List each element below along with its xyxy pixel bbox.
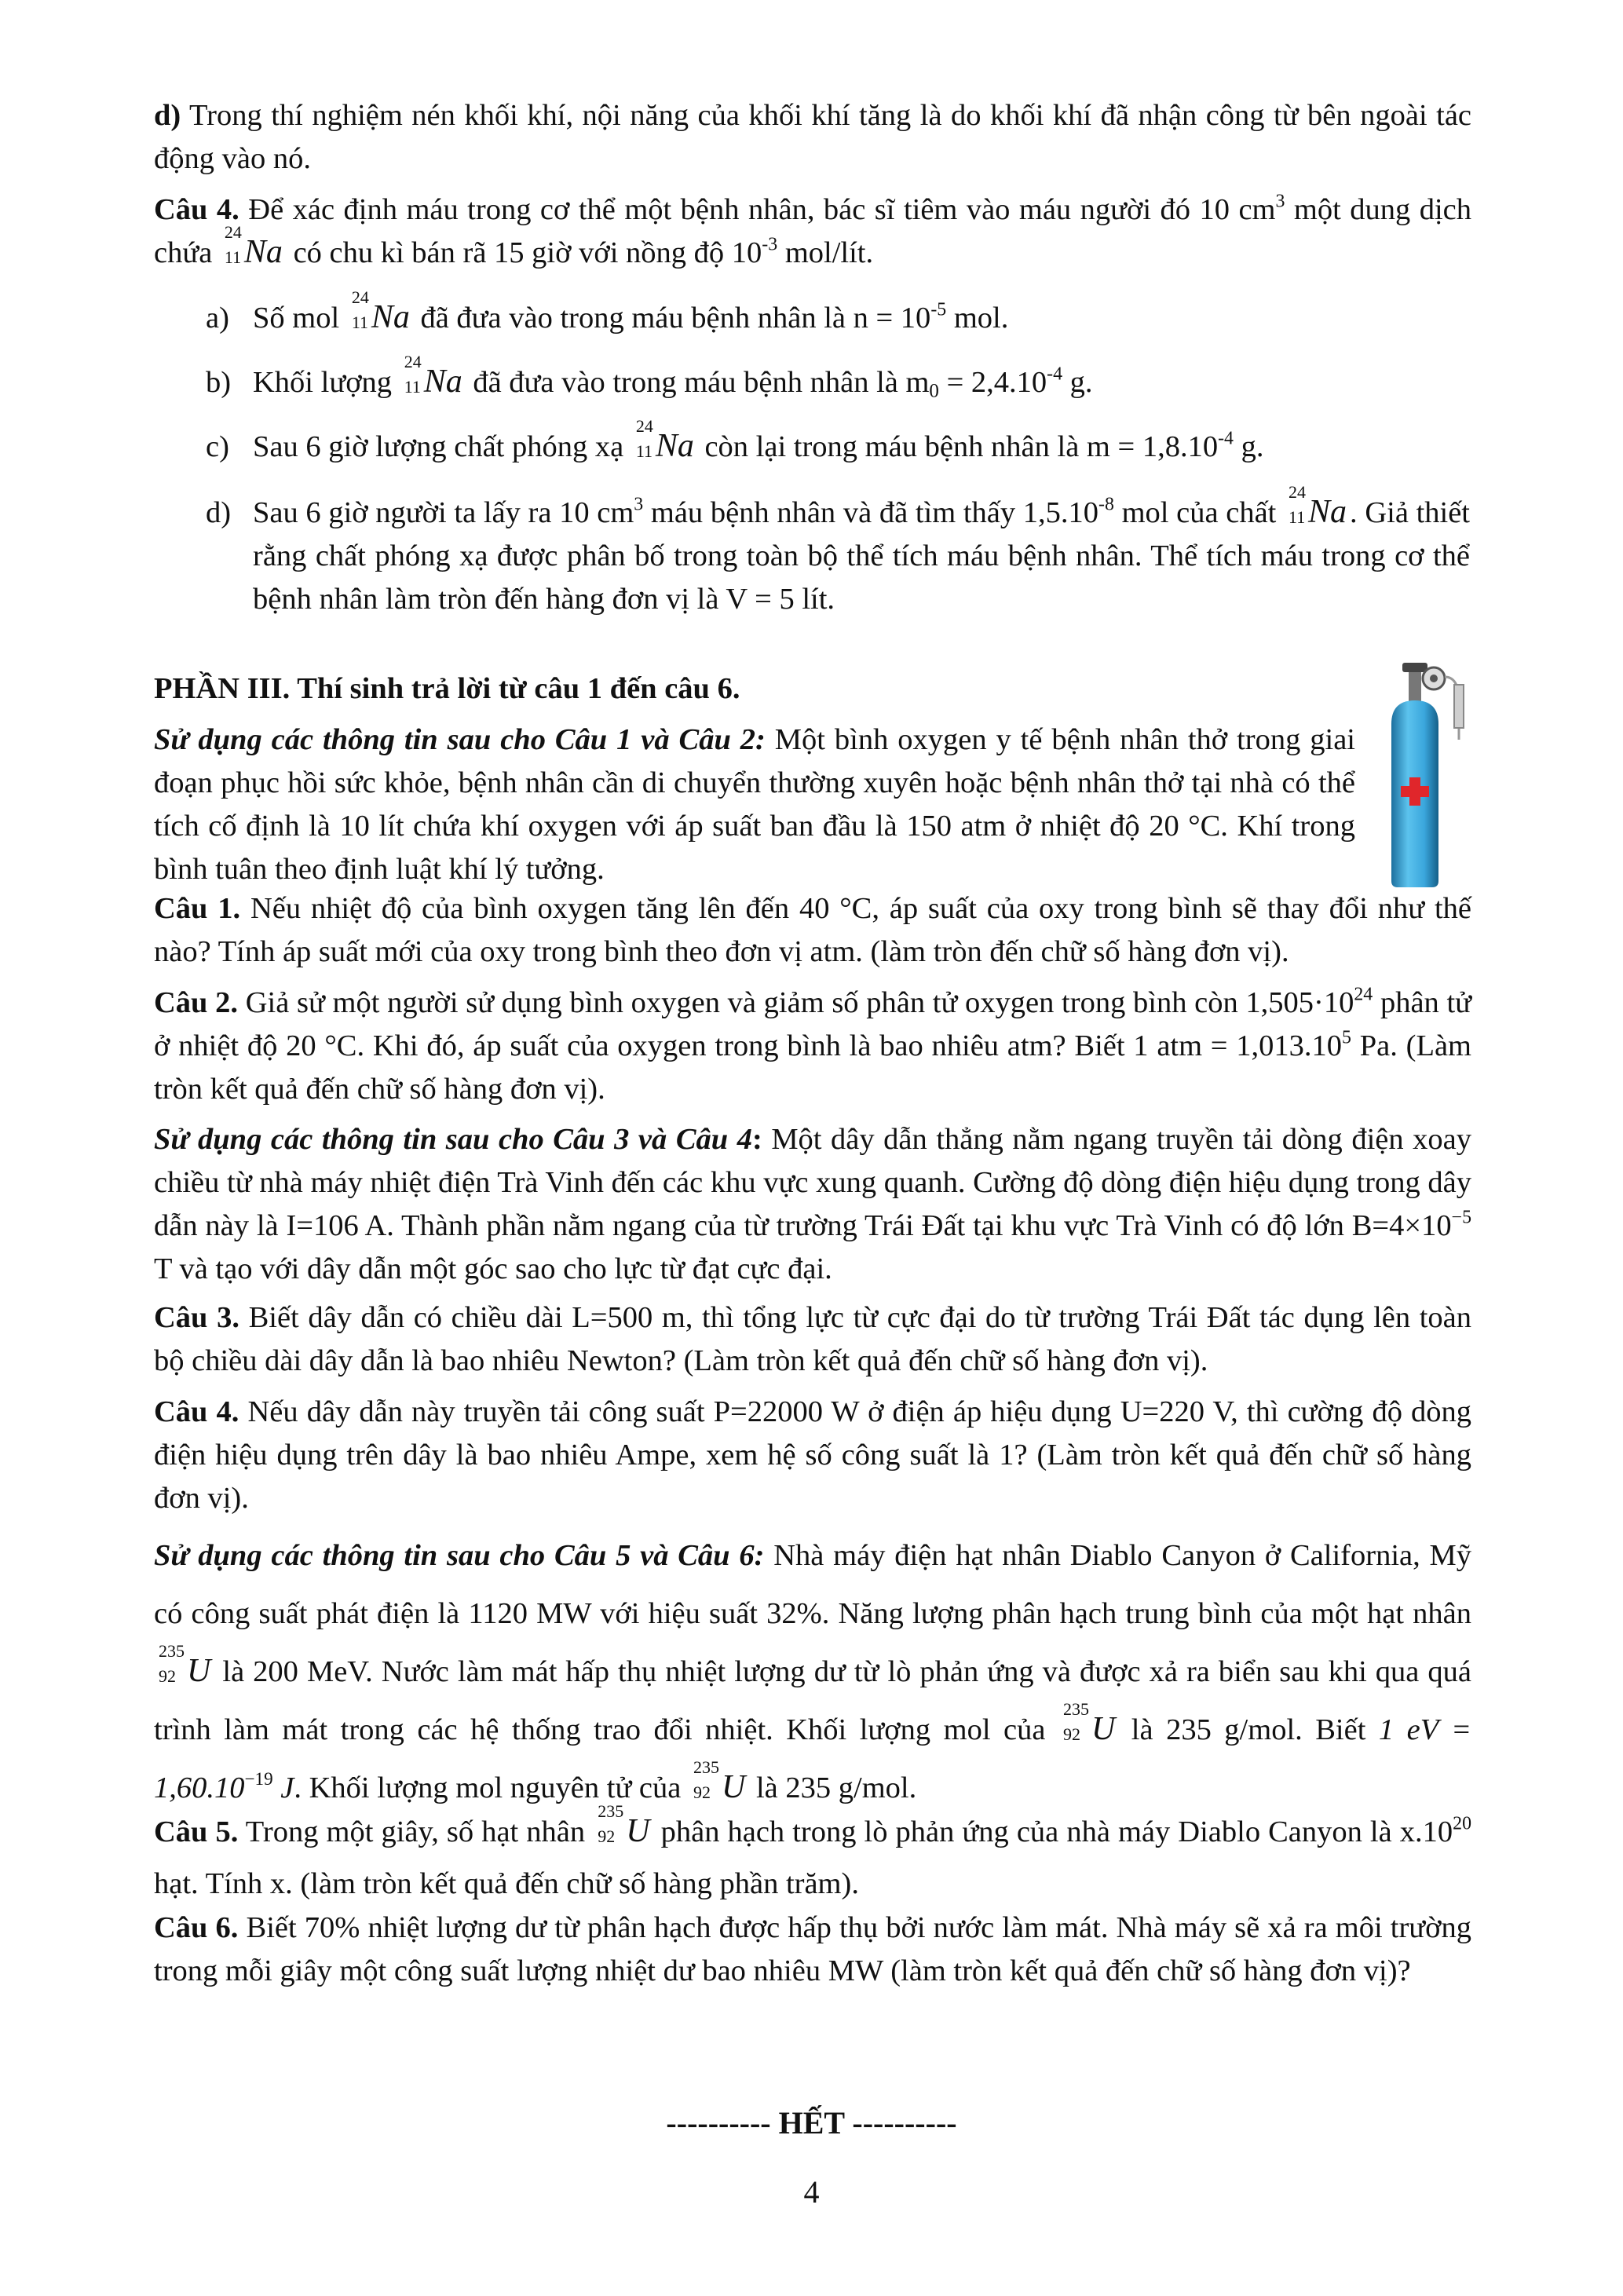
- part3-q2-sup-2: 5: [1342, 1027, 1351, 1048]
- option-label: a): [206, 302, 229, 335]
- isotope-atomic: 11: [404, 377, 421, 397]
- part3-q2-label: Câu 2.: [154, 986, 239, 1019]
- info-q3-q4-text-1: Một dây dẫn thẳng nằm ngang truyền tải dòng điện xoay chiều từ nhà máy nhiệt điện Trà Vinh đến các khu vực xung quanh. Cường độ dòng điện hiệu dụng trong dây dẫn này là I=106 A. Thành phần nằm ngang của từ trường Trái Đất tại khu vực Trà Vinh có độ lớn B=4×10: [154, 1123, 1471, 1242]
- option-a-tail: mol.: [953, 302, 1009, 335]
- q4-option-c: [206, 416, 1264, 469]
- end-marker: ---------- HẾT ----------: [666, 2105, 957, 2141]
- info-q1-q2-label: Sử dụng các thông tin sau cho Câu 1 và Câu 2:: [154, 723, 766, 756]
- q4-stem: [154, 188, 1471, 275]
- isotope-na24: [224, 222, 283, 270]
- info-q5-q6-text-3: là 235 g/mol. Biết: [1131, 1713, 1366, 1746]
- option-b-tail2: g.: [1069, 366, 1093, 399]
- part3-q1: [154, 887, 1471, 974]
- isotope-mass: 235: [693, 1757, 719, 1777]
- isotope-mass: 235: [598, 1801, 624, 1821]
- info-q5-q6-text-5: là 235 g/mol.: [755, 1771, 917, 1804]
- formula-sup: −19: [244, 1768, 273, 1789]
- isotope-symbol: U: [1091, 1711, 1116, 1747]
- part3-q5-sup: 20: [1453, 1813, 1472, 1834]
- isotope-atomic: 11: [1289, 507, 1306, 527]
- option-d-sup2: -8: [1098, 494, 1114, 515]
- part3-q4-text: Nếu dây dẫn này truyền tải công suất P=22000 W ở điện áp hiệu dụng U=220 V, thì cường độ dòng điện hiệu dụng trên dây là bao nhiêu Ampe, xem hệ số công suất là 1? (Làm tròn kết quả đến chữ số hàng đơn vị).: [154, 1395, 1472, 1515]
- info-q3-q4-label: Sử dụng các thông tin sau cho Câu 3 và Câu 4: [154, 1123, 752, 1156]
- isotope-na24: [351, 287, 410, 335]
- isotope-mass: 24: [351, 287, 369, 307]
- isotope-symbol: U: [722, 1769, 746, 1805]
- isotope-mass: 24: [404, 352, 422, 371]
- q4-sup-3: -3: [762, 234, 778, 255]
- isotope-atomic: 11: [351, 313, 368, 332]
- q4-text-3: có chu kì bán rã 15 giờ với nồng độ 10: [293, 236, 762, 269]
- isotope-atomic: 92: [598, 1826, 616, 1846]
- info-q5-q6: [154, 1526, 1471, 1817]
- option-b-sub: 0: [929, 380, 939, 402]
- isotope-symbol: Na: [423, 364, 462, 400]
- isotope-symbol: Na: [1308, 494, 1347, 530]
- option-d-tail: . Giả thiết rằng chất phóng xạ được phân bố trong toàn bộ thể tích máu bệnh nhân. Thể tích máu trong cơ thể bệnh nhân làm tròn đến hàng đơn vị là V = 5 lít.: [253, 496, 1471, 616]
- part3-q2-sup-1: 24: [1354, 984, 1373, 1005]
- info-q5-q6-text-2: là 200 MeV. Nước làm mát hấp thụ nhiệt lượng dư từ lò phản ứng và được xả ra biển sau khi qua quá trình làm mát trong các hệ thống trao đổi nhiệt. Khối lượng mol của: [154, 1655, 1471, 1746]
- part3-heading-text: PHẦN III. Thí sinh trả lời từ câu 1 đến câu 6.: [154, 672, 740, 705]
- isotope-symbol: Na: [655, 428, 694, 464]
- part3-q5-text-3: hạt. Tính x. (làm tròn kết quả đến chữ số hàng phần trăm).: [154, 1867, 859, 1900]
- formula-text: 1 eV = 1,60.10: [154, 1713, 1472, 1804]
- formula-unit: J: [280, 1771, 294, 1804]
- q4-text-2: một dung dịch chứa: [154, 193, 1472, 269]
- part3-q3: [154, 1296, 1471, 1383]
- part3-q2-text-1: Giả sử một người sử dụng bình oxygen và giảm số phân tử oxygen trong bình còn 1,505·10: [245, 986, 1354, 1019]
- part3-q5-text-1: Trong một giây, số hạt nhân: [245, 1815, 586, 1848]
- isotope-mass: 24: [224, 222, 242, 242]
- part3-q2-text-3: Pa. (Làm tròn kết quả đến chữ số hàng đơn vị).: [154, 1029, 1471, 1106]
- part3-q3-text: Biết dây dẫn có chiều dài L=500 m, thì tổng lực từ cực đại do từ trường Trái Đất tác dụng lên toàn bộ chiều dài dây dẫn là bao nhiêu Newton? (Làm tròn kết quả đến chữ số hàng đơn vị).: [154, 1301, 1472, 1377]
- option-label: c): [206, 430, 229, 463]
- q4-sup-1: 3: [1275, 191, 1285, 212]
- isotope-symbol: U: [187, 1653, 211, 1689]
- q3-d-label: d): [154, 99, 181, 132]
- option-b-sup: -4: [1047, 364, 1063, 385]
- option-d-mid: máu bệnh nhân và đã tìm thấy 1,5.10: [650, 496, 1099, 529]
- part3-q6: [154, 1907, 1471, 1993]
- option-d-body: [253, 482, 1471, 621]
- info-q1-q2: [154, 718, 1355, 891]
- isotope-na24: [1289, 482, 1347, 530]
- option-a-pre: Số mol: [253, 302, 340, 335]
- option-c-sup: -4: [1218, 428, 1234, 449]
- info-q3-q4-colon: :: [751, 1123, 762, 1156]
- isotope-atomic: 92: [693, 1782, 711, 1802]
- part3-q1-label: Câu 1.: [154, 892, 241, 925]
- part3-q4-label: Câu 4.: [154, 1395, 239, 1428]
- isotope-u235: [598, 1801, 650, 1849]
- isotope-mass: 235: [1062, 1699, 1089, 1719]
- isotope-mass: 24: [635, 416, 653, 436]
- option-d-pre: Sau 6 giờ người ta lấy ra 10 cm: [253, 496, 634, 529]
- info-q5-q6-text-4: . Khối lượng mol nguyên tử của: [294, 1771, 682, 1804]
- q4-text-4: mol/lít.: [784, 236, 874, 269]
- q4-option-d: [206, 482, 1471, 621]
- isotope-na24: [404, 352, 462, 400]
- q3-d-text: Trong thí nghiệm nén khối khí, nội năng của khối khí tăng là do khối khí đã nhận công từ bên ngoài tác động vào nó.: [154, 99, 1471, 175]
- info-q5-q6-label: Sử dụng các thông tin sau cho Câu 5 và Câu 6:: [154, 1539, 765, 1572]
- option-label: b): [206, 366, 232, 399]
- part3-heading: [154, 667, 1355, 711]
- option-d-sup1: 3: [634, 494, 644, 515]
- isotope-symbol: Na: [243, 234, 283, 270]
- option-b-tail: = 2,4.10: [946, 366, 1047, 399]
- part3-q5-label: Câu 5.: [154, 1815, 239, 1848]
- part3-q2-text-2: phân tử ở nhiệt độ 20 °C. Khi đó, áp suất của oxygen trong bình là bao nhiêu atm? Biết 1 atm = 1,013.10: [154, 986, 1472, 1062]
- option-b-post: đã đưa vào trong máu bệnh nhân là m: [473, 366, 930, 399]
- part3-q3-label: Câu 3.: [154, 1301, 239, 1334]
- q4-text-1: Để xác định máu trong cơ thể một bệnh nhân, bác sĩ tiêm vào máu người đó 10 cm: [248, 193, 1276, 226]
- option-c-tail: g.: [1241, 430, 1264, 463]
- part3-q6-label: Câu 6.: [154, 1911, 239, 1944]
- q3-option-d: [154, 94, 1471, 181]
- part3-q2: [154, 982, 1471, 1111]
- option-a-sup: -5: [930, 299, 947, 320]
- option-a-post: đã đưa vào trong máu bệnh nhân là n = 10: [420, 302, 931, 335]
- q4-option-b: [206, 352, 1093, 404]
- part3-q5: [154, 1801, 1472, 1910]
- q4-option-a: [206, 287, 1009, 340]
- isotope-na24: [635, 416, 694, 464]
- part3-q6-text: Biết 70% nhiệt lượng dư từ phân hạch được hấp thụ bởi nước làm mát. Nhà máy sẽ xả ra môi trường trong mỗi giây một công suất lượng nhiệt dư bao nhiêu MW (làm tròn kết quả đến chữ số hàng đơn vị)?: [154, 1911, 1472, 1987]
- part3-q4: [154, 1391, 1471, 1520]
- isotope-atomic: 11: [635, 441, 653, 461]
- info-q3-q4-sup: −5: [1451, 1207, 1471, 1228]
- isotope-u235: [693, 1757, 746, 1805]
- option-c-pre: Sau 6 giờ lượng chất phóng xạ: [253, 430, 624, 463]
- info-q3-q4-text-2: T và tạo với dây dẫn một góc sao cho lực từ đạt cực đại.: [154, 1252, 832, 1285]
- isotope-symbol: U: [626, 1813, 650, 1849]
- isotope-atomic: 11: [224, 247, 242, 267]
- isotope-atomic: 92: [1062, 1724, 1080, 1744]
- oxygen-tank-image: [1371, 653, 1473, 889]
- option-c-post: còn lại trong máu bệnh nhân là m = 1,8.10: [704, 430, 1219, 463]
- info-q5-q6-text-1: Nhà máy điện hạt nhân Diablo Canyon ở California, Mỹ có công suất phát điện là 1120 MW với hiệu suất 32%. Năng lượng phân hạch trung bình của một hạt nhân: [154, 1539, 1471, 1630]
- info-q1-q2-text: Một bình oxygen y tế bệnh nhân thở trong giai đoạn phục hồi sức khỏe, bệnh nhân cần di chuyển thường xuyên hoặc bệnh nhân thở tại nhà có thể tích cố định là 10 lít chứa khí oxygen với áp suất ban đầu là 150 atm ở nhiệt độ 20 °C. Khí trong bình tuân theo định luật khí lý tưởng.: [154, 723, 1355, 886]
- isotope-u235: [1062, 1699, 1116, 1747]
- isotope-symbol: Na: [371, 299, 410, 335]
- option-label: d): [206, 496, 232, 529]
- option-d-mid2: mol của chất: [1121, 496, 1277, 529]
- isotope-mass: 24: [1289, 482, 1307, 502]
- isotope-mass: 235: [159, 1641, 185, 1661]
- isotope-u235: [159, 1641, 211, 1689]
- isotope-atomic: 92: [159, 1666, 176, 1686]
- info-q3-q4: [154, 1118, 1471, 1291]
- q4-label: Câu 4.: [154, 193, 239, 226]
- option-b-pre: Khối lượng: [253, 366, 393, 399]
- page-number: 4: [803, 2174, 820, 2210]
- part3-q5-text-2: phân hạch trong lò phản ứng của nhà máy Diablo Canyon là x.10: [660, 1815, 1453, 1848]
- part3-q1-text: Nếu nhiệt độ của bình oxygen tăng lên đến 40 °C, áp suất của oxy trong bình sẽ thay đổi như thế nào? Tính áp suất mới của oxy trong bình theo đơn vị atm. (làm tròn đến chữ số hàng đơn vị).: [154, 892, 1472, 968]
